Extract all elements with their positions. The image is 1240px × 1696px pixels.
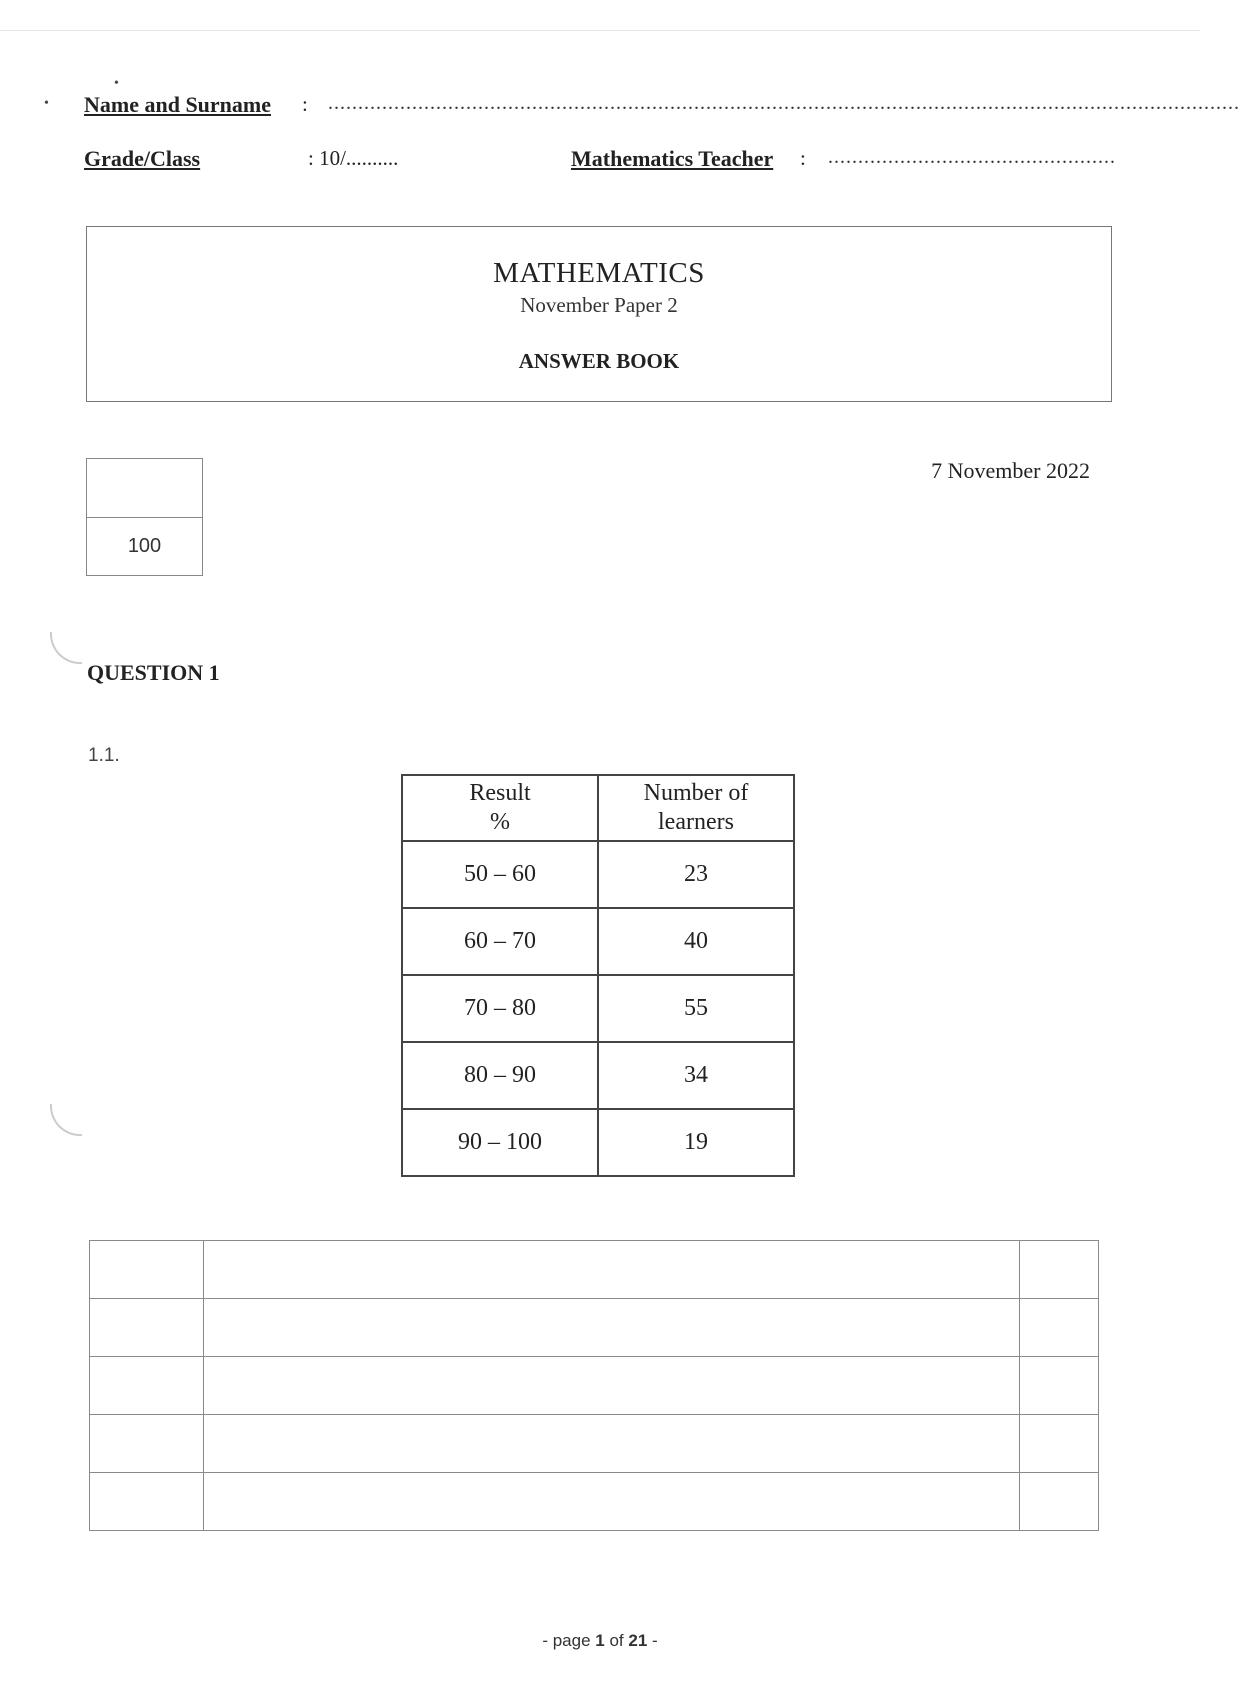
learners-cell: 23 (598, 841, 794, 908)
answer-grid (89, 1240, 1099, 1531)
answer-number-cell[interactable] (90, 1415, 204, 1473)
marks-box (86, 458, 203, 576)
exam-date: 7 November 2022 (931, 458, 1090, 483)
paper-subtitle: November Paper 2 (520, 293, 678, 317)
answer-number-cell[interactable] (90, 1241, 204, 1299)
table-row (402, 975, 794, 1042)
answer-working-cell[interactable] (204, 1415, 1020, 1473)
footer-prefix: - page (542, 1631, 596, 1650)
marks-total: 100 (127, 535, 162, 557)
answer-mark-cell[interactable] (1020, 1415, 1099, 1473)
name-surname-label: Name and Surname (84, 92, 272, 117)
answer-mark-cell[interactable] (1020, 1357, 1099, 1415)
table-row (402, 908, 794, 975)
result-cell: 70 – 80 (402, 975, 598, 1042)
result-cell: 80 – 90 (402, 1042, 598, 1109)
answer-row (90, 1473, 1099, 1531)
answer-number-cell[interactable] (90, 1357, 204, 1415)
answer-book-title: ANSWER BOOK (518, 349, 680, 373)
answer-mark-cell[interactable] (1020, 1299, 1099, 1357)
result-cell: 60 – 70 (402, 908, 598, 975)
punch-hole-mark (50, 632, 82, 664)
answer-number-cell[interactable] (90, 1473, 204, 1531)
scan-mark: • (114, 76, 119, 91)
frequency-table (401, 774, 795, 1177)
result-cell: 90 – 100 (402, 1109, 598, 1176)
question-heading: QUESTION 1 (87, 660, 220, 685)
answer-working-cell[interactable] (204, 1357, 1020, 1415)
answer-working-cell[interactable] (204, 1299, 1020, 1357)
table-row (402, 841, 794, 908)
table-header-row (402, 775, 794, 841)
header-result (402, 775, 598, 841)
learners-cell: 40 (598, 908, 794, 975)
subject-title: MATHEMATICS (493, 257, 705, 289)
math-teacher-label: Mathematics Teacher (571, 146, 774, 171)
answer-number-cell[interactable] (90, 1299, 204, 1357)
math-teacher-field[interactable]: ................................................ (828, 146, 1116, 168)
subquestion-number: 1.1. (88, 745, 120, 766)
math-teacher-colon: : (800, 146, 806, 170)
footer-total-pages: 21 (628, 1631, 648, 1650)
grade-class-field[interactable]: : 10/.......... (308, 146, 399, 170)
header-learners (598, 775, 794, 841)
footer-suffix: - (647, 1631, 658, 1650)
learners-cell: 55 (598, 975, 794, 1042)
footer-current-page: 1 (595, 1631, 605, 1650)
answer-row (90, 1415, 1099, 1473)
header-result-line2: % (490, 809, 510, 835)
scan-edge-line (0, 30, 1200, 31)
name-surname-colon: : (302, 92, 308, 116)
header-learners-line1: Number of (643, 780, 749, 806)
punch-hole-mark (50, 1104, 82, 1136)
answer-row (90, 1241, 1099, 1299)
answer-working-cell[interactable] (204, 1473, 1020, 1531)
marks-obtained-cell[interactable] (87, 459, 202, 518)
answer-mark-cell[interactable] (1020, 1241, 1099, 1299)
scan-mark: • (44, 96, 49, 111)
result-cell: 50 – 60 (402, 841, 598, 908)
page-footer (0, 1631, 1200, 1651)
footer-middle: of (604, 1631, 629, 1650)
answer-mark-cell[interactable] (1020, 1473, 1099, 1531)
learners-cell: 19 (598, 1109, 794, 1176)
table-row (402, 1109, 794, 1176)
title-box (86, 226, 1112, 402)
grade-class-label: Grade/Class (84, 146, 201, 171)
answer-row (90, 1299, 1099, 1357)
header-result-line1: Result (469, 780, 531, 806)
table-row (402, 1042, 794, 1109)
name-surname-field[interactable]: ........................................................................................................................................................ (328, 92, 1240, 114)
answer-working-cell[interactable] (204, 1241, 1020, 1299)
answer-row (90, 1357, 1099, 1415)
header-learners-line2: learners (658, 809, 734, 835)
learners-cell: 34 (598, 1042, 794, 1109)
